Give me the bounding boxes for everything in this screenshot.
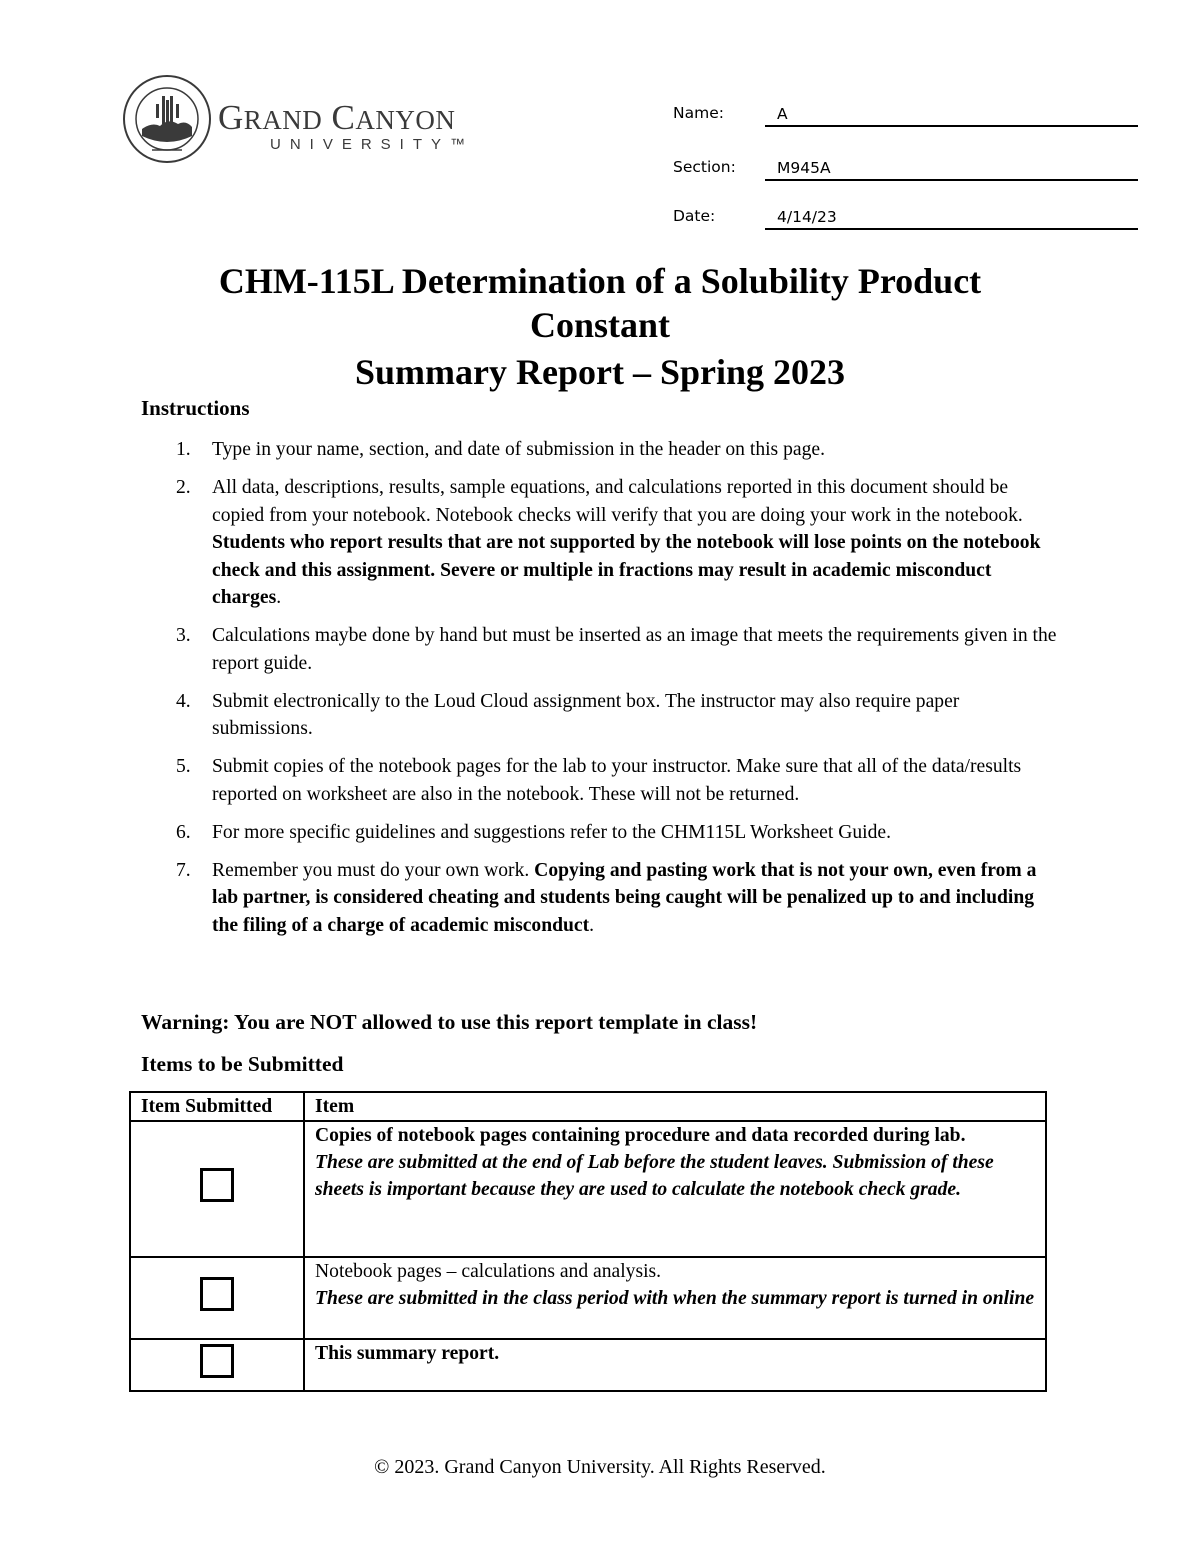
list-item: 3. Calculations maybe done by hand but must be inserted as an image that meets the requirements given in the report guide. xyxy=(176,625,1057,674)
instructions-heading: Instructions xyxy=(141,396,250,420)
checkbox-cell xyxy=(130,1257,304,1339)
university-seal-icon xyxy=(122,74,212,164)
checkbox[interactable] xyxy=(200,1344,234,1378)
title-line-1: CHM-115L Determination of a Solubility Product xyxy=(218,261,982,301)
column-header-item-submitted: Item Submitted xyxy=(130,1092,304,1121)
table-header-row xyxy=(130,1092,1046,1121)
list-item: 7. Remember you must do your own work. Copying and pasting work that is not your own, even from a lab partner, is considered cheating and students being caught will be penalized up to and including the filing of a charge of academic misconduct. xyxy=(176,859,1037,936)
instructions-list xyxy=(141,436,1061,950)
list-item: 5. Submit copies of the notebook pages for the lab to your instructor. Make sure that all of the data/results reported on worksheet are also in the notebook. These will not be returned. xyxy=(176,756,1022,805)
section-label: Section: xyxy=(673,158,736,176)
items-table xyxy=(129,1091,1047,1392)
checkbox-cell xyxy=(130,1339,304,1391)
title-line-2: Constant xyxy=(529,305,671,345)
title-line-3: Summary Report – Spring 2023 xyxy=(354,352,845,392)
university-logo xyxy=(122,74,522,164)
items-heading: Items to be Submitted xyxy=(141,1052,344,1076)
column-header-item: Item xyxy=(304,1092,1046,1121)
list-item: 6. For more specific guidelines and suggestions refer to the CHM115L Worksheet Guide. xyxy=(176,821,891,843)
checkbox[interactable] xyxy=(200,1168,234,1202)
university-subtitle: UNIVERSITY™ xyxy=(270,136,475,153)
list-item: 4. Submit electronically to the Loud Cloud assignment box. The instructor may also require paper submissions. xyxy=(176,690,960,739)
university-name: GRAND CANYON xyxy=(218,98,456,137)
date-field[interactable]: 4/14/23 xyxy=(765,206,1138,230)
checkbox-cell xyxy=(130,1121,304,1257)
table-row xyxy=(130,1339,1046,1391)
date-label: Date: xyxy=(673,207,716,225)
table-row xyxy=(130,1257,1046,1339)
warning-text: Warning: You are NOT allowed to use this report template in class! xyxy=(141,1010,758,1034)
name-field[interactable]: A xyxy=(765,103,1138,127)
list-item: 1. Type in your name, section, and date of submission in the header on this page. xyxy=(176,439,825,460)
copyright-footer: © 2023. Grand Canyon University. All Rights Reserved. xyxy=(374,1456,826,1478)
item-cell: Notebook pages – calculations and analysis. These are submitted in the class period with when the summary report is turned in online xyxy=(304,1257,1046,1339)
section-field[interactable]: M945A xyxy=(765,157,1138,181)
table-row xyxy=(130,1121,1046,1257)
checkbox[interactable] xyxy=(200,1277,234,1311)
list-item: 2. All data, descriptions, results, sample equations, and calculations reported in this document should be copied from your notebook. Notebook checks will verify that you are doing your work in the notebook. Students who report results that are not supported by the notebook will lose points on the notebook check and this assignment. Severe or multiple in fractions may result in academic misconduct charges. xyxy=(176,477,1041,608)
item-cell: This summary report. xyxy=(304,1339,1046,1391)
name-label: Name: xyxy=(673,104,724,122)
item-cell: Copies of notebook pages containing procedure and data recorded during lab. These are submitted at the end of Lab before the student leaves. Submission of these sheets is important because they are used to calculate the notebook check grade. xyxy=(304,1121,1046,1257)
